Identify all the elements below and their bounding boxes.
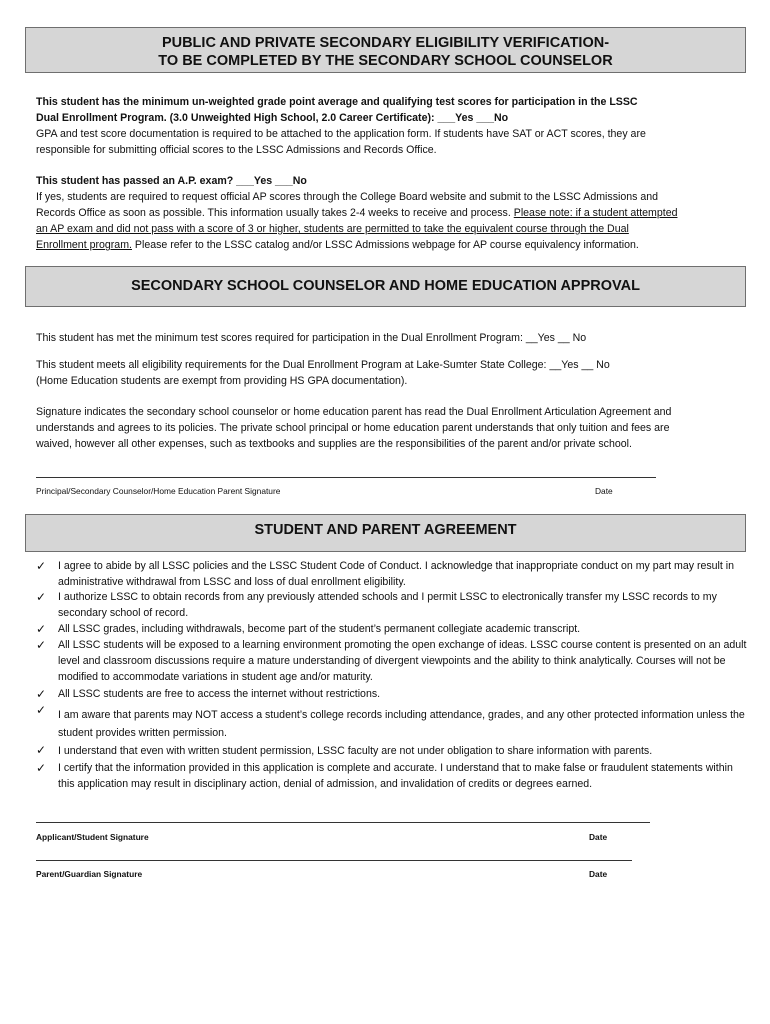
test-scores-statement[interactable]: This student has met the minimum test scores required for participation in the Dual Enrollment Program: __Yes __ No	[36, 332, 587, 344]
signature-terms-line3: waived, however all other expenses, such as textbooks and supplies are the responsibilities of the parent and/or private school.	[36, 438, 632, 450]
home-education-note: (Home Education students are exempt from providing HS GPA documentation).	[36, 375, 408, 387]
form-title-banner	[25, 27, 746, 73]
agreement-item: I understand that even with written student permission, LSSC faculty are not under obligation to share information with parents.	[58, 745, 653, 757]
check-icon: ✓	[36, 590, 47, 604]
ap-instructions-line2	[36, 205, 677, 221]
check-icon: ✓	[36, 622, 47, 636]
gpa-documentation-line1: GPA and test score documentation is required to be attached to the application form. If students have SAT or ACT scores, they are	[36, 128, 646, 140]
approval-section-title: SECONDARY SCHOOL COUNSELOR AND HOME EDUCATION APPROVAL	[131, 278, 640, 294]
form-title-line2: TO BE COMPLETED BY THE SECONDARY SCHOOL COUNSELOR	[158, 53, 613, 69]
gpa-statement-line1: This student has the minimum un-weighted grade point average and qualifying test scores for participation in the LSSC	[36, 96, 638, 108]
approval-section-banner	[25, 266, 746, 307]
agreement-item: All LSSC grades, including withdrawals, become part of the student’s permanent collegiate academic transcript.	[58, 623, 581, 635]
check-icon: ✓	[36, 687, 47, 701]
counselor-signature-line[interactable]	[36, 477, 656, 478]
agreement-item: I am aware that parents may NOT access a student’s college records including attendance, grades, and any other protected information unless the student provides written permission.	[58, 709, 745, 739]
signature-terms-line2: understands and agrees to its policies. The private school principal or home education parent understands that only tuition and fees are	[36, 422, 670, 434]
student-signature-line[interactable]	[36, 822, 650, 823]
ap-note-underlined: Please note: if a student attempted	[513, 207, 678, 219]
ap-instructions-line1: If yes, students are required to request official AP scores through the College Board website and submit to the LSSC Admissions and	[36, 191, 659, 203]
agreement-item: All LSSC students are free to access the internet without restrictions.	[58, 688, 381, 700]
check-icon: ✓	[36, 638, 47, 652]
form-title-line1: PUBLIC AND PRIVATE SECONDARY ELIGIBILITY VERIFICATION-	[161, 35, 610, 51]
parent-signature-line[interactable]	[36, 860, 632, 861]
gpa-documentation-line2: responsible for submitting official scores to the LSSC Admissions and Records Office.	[36, 144, 437, 156]
check-icon: ✓	[36, 743, 47, 757]
check-icon: ✓	[36, 761, 47, 775]
student-date-label: Date	[589, 832, 608, 842]
check-icon: ✓	[36, 559, 47, 573]
parent-date-label: Date	[589, 869, 608, 879]
eligibility-statement[interactable]: This student meets all eligibility requirements for the Dual Enrollment Program at Lake-Sumter State College: __Yes __ No	[36, 359, 610, 371]
signature-terms-line1: Signature indicates the secondary school counselor or home education parent has read the Dual Enrollment Articulation Agreement and	[36, 406, 672, 418]
ap-catalog-reference: Please refer to the LSSC catalog and/or LSSC Admissions webpage for AP course equivalency information.	[131, 239, 639, 251]
agreement-item: I authorize LSSC to obtain records from any previously attended schools and I permit LSSC to electronically transfer my LSSC records to my secondary school of record.	[58, 591, 717, 620]
ap-note-line2: an AP exam and did not pass with a score of 3 or higher, students are permitted to take the equivalent course through the Dual	[36, 223, 629, 235]
agreement-item: All LSSC students will be exposed to a learning environment promoting the open exchange of ideas. LSSC course content is presented on an adult level and classroom discussions require a mature understanding of divergent viewpoints and the ability to think analytically. Courses will not be modified to accommodate variations in student age and/or maturity.	[58, 639, 747, 684]
parent-signature-label: Parent/Guardian Signature	[36, 869, 143, 879]
ap-note-end: Enrollment program.	[36, 239, 132, 251]
student-signature-label: Applicant/Student Signature	[36, 832, 149, 842]
ap-exam-question[interactable]: This student has passed an A.P. exam? ___Yes ___No	[36, 175, 307, 187]
check-icon: ✓	[36, 703, 47, 717]
gpa-statement-line2[interactable]: Dual Enrollment Program. (3.0 Unweighted High School, 2.0 Career Certificate): ___Yes ___No	[36, 112, 509, 124]
agreement-section-banner	[25, 514, 746, 552]
agreement-item: I certify that the information provided in this application is complete and accurate. I understand that to make false or fraudulent statements within this application may result in disciplinary action, denial of admission, and invalidation of credits or degrees earned.	[58, 762, 733, 791]
agreement-section-title: STUDENT AND PARENT AGREEMENT	[254, 522, 517, 538]
agreement-item: I agree to abide by all LSSC policies and the LSSC Student Code of Conduct. I acknowledge that inappropriate conduct on my part may result in administrative withdrawal from LSSC and loss of dual enrollment eligibility.	[58, 560, 735, 589]
ap-instructions-text: Records Office as soon as possible. This information usually takes 2-4 weeks to receive and process.	[36, 207, 514, 219]
ap-instructions-line3	[36, 237, 639, 253]
counselor-date-label: Date	[595, 486, 613, 496]
counselor-signature-label: Principal/Secondary Counselor/Home Education Parent Signature	[36, 486, 281, 496]
